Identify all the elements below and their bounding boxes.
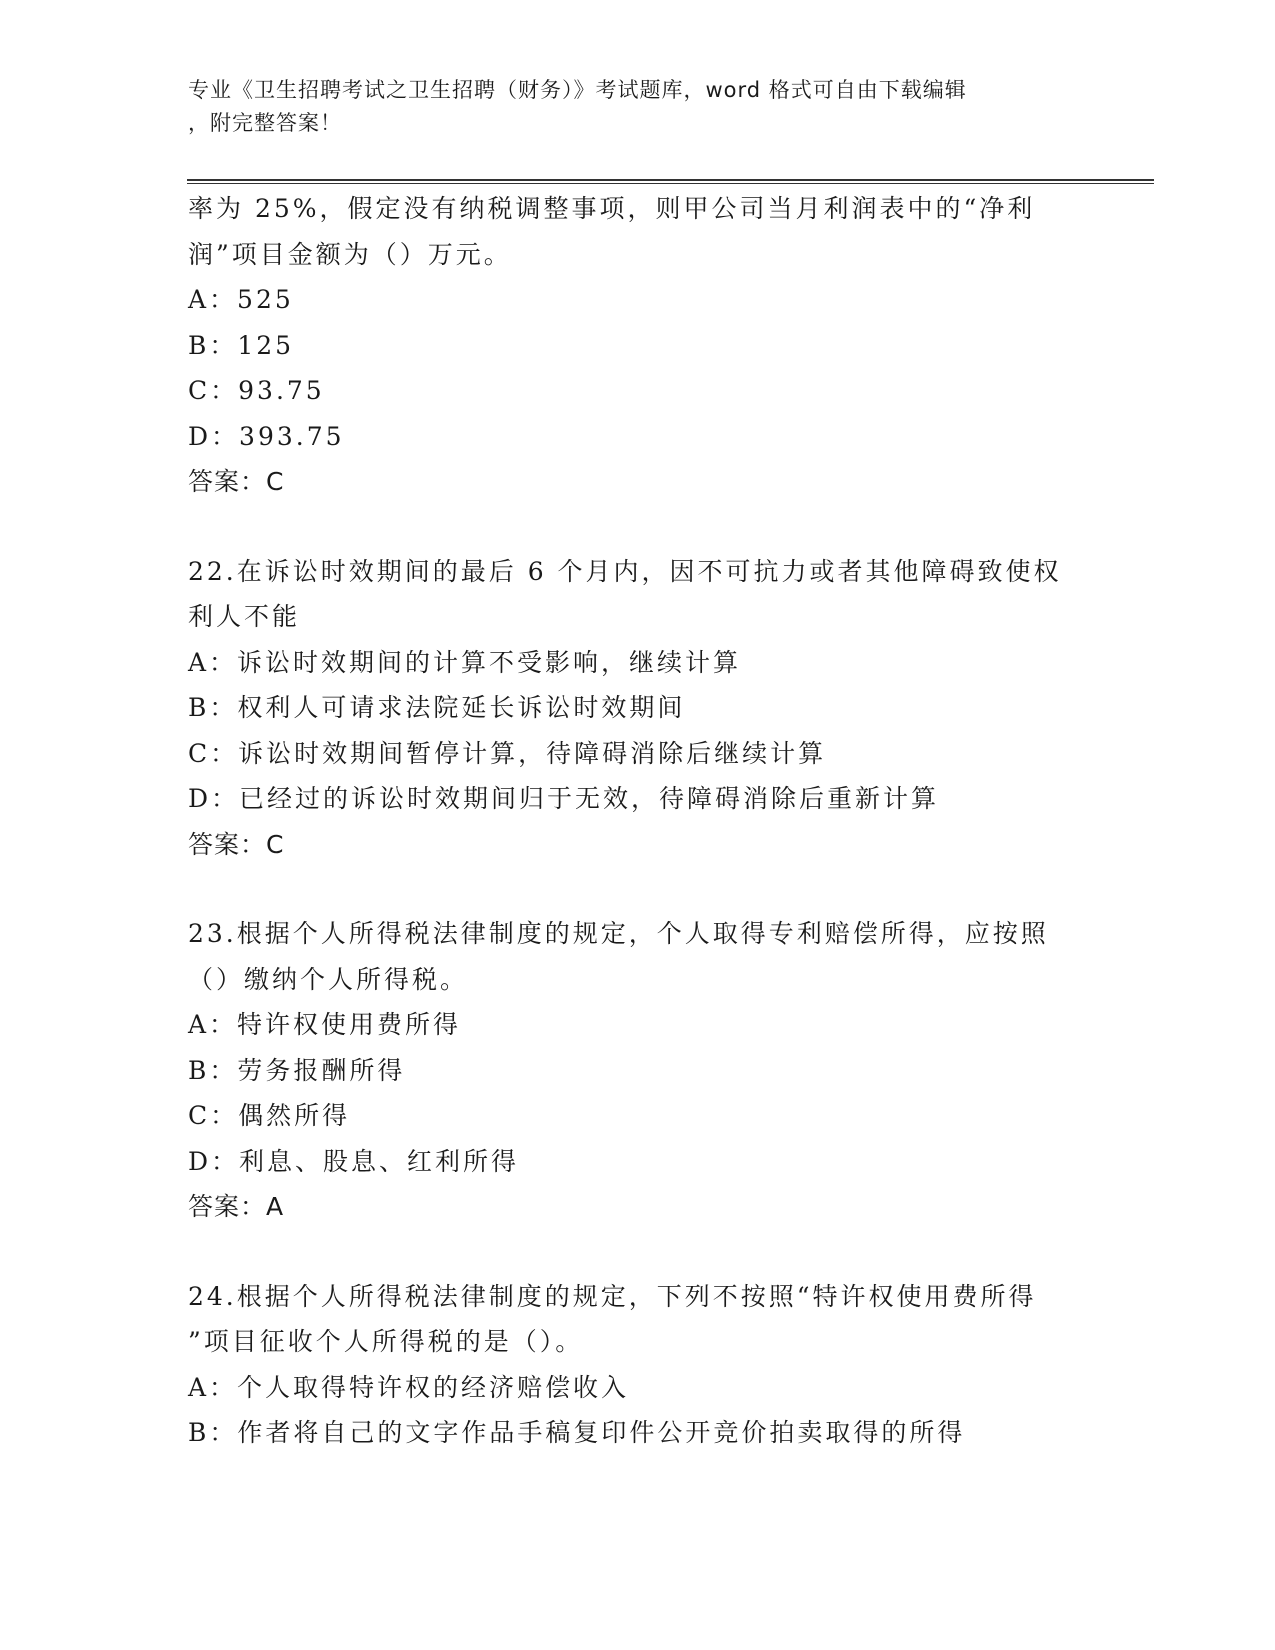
question-24-option-a: A：个人取得特许权的经济赔偿收入 — [188, 1372, 630, 1402]
question-22-stem-line-1: 22.在诉讼时效期间的最后 6 个月内，因不可抗力或者其他障碍致使权 — [188, 556, 1062, 586]
question-24-stem-line-2: ”项目征收个人所得税的是（）。 — [188, 1327, 584, 1356]
question-21-option-a: A：525 — [188, 285, 294, 314]
question-21-stem-line-2: 润”项目金额为（）万元。 — [188, 239, 512, 269]
header-title-line-1: 专业《卫生招聘考试之卫生招聘（财务）》考试题库，word 格式可自由下载编辑 — [188, 78, 967, 102]
header-title-line-2: ，附完整答案！ — [188, 111, 342, 135]
question-23 — [188, 911, 1088, 1230]
question-list — [188, 186, 1088, 1456]
question-22-option-c: C：诉讼时效期间暂停计算，待障碍消除后继续计算 — [188, 738, 827, 768]
question-23-option-c: C：偶然所得 — [188, 1101, 351, 1130]
question-23-option-a: A：特许权使用费所得 — [188, 1010, 462, 1039]
question-22-option-a: A：诉讼时效期间的计算不受影响，继续计算 — [188, 647, 742, 677]
question-24-option-b: B：作者将自己的文字作品手稿复印件公开竞价拍卖取得的所得 — [188, 1418, 966, 1447]
question-21-option-b: B：125 — [188, 330, 295, 360]
question-23-stem-line-2: （）缴纳个人所得税。 — [188, 964, 469, 994]
question-21-stem-line-1: 率为 25%，假定没有纳税调整事项，则甲公司当月利润表中的“净利 — [188, 194, 1036, 223]
question-spacer — [188, 1230, 1088, 1274]
question-22-option-b: B：权利人可请求法院延长诉讼时效期间 — [188, 693, 686, 722]
question-23-option-d: D：利息、股息、红利所得 — [188, 1146, 520, 1176]
question-22-option-d: D：已经过的诉讼时效期间归于无效，待障碍消除后重新计算 — [188, 784, 940, 813]
question-23-stem-line-1: 23.根据个人所得税法律制度的规定，个人取得专利赔偿所得，应按照 — [188, 919, 1049, 948]
question-24 — [188, 1274, 1088, 1456]
question-22-answer: 答案：C — [188, 829, 285, 859]
question-21-option-d: D：393.75 — [188, 421, 345, 451]
question-22-stem-line-2: 利人不能 — [188, 602, 301, 631]
question-spacer — [188, 867, 1088, 911]
question-22 — [188, 549, 1088, 868]
question-24-stem-line-1: 24.根据个人所得税法律制度的规定，下列不按照“特许权使用费所得 — [188, 1281, 1037, 1311]
question-21-option-c: C：93.75 — [188, 376, 325, 405]
question-21 — [188, 186, 1088, 505]
question-spacer — [188, 505, 1088, 549]
header-divider-thin — [187, 183, 1154, 184]
document-header — [188, 74, 1088, 140]
question-23-answer: 答案：A — [188, 1192, 285, 1221]
question-21-answer: 答案：C — [188, 467, 285, 496]
question-23-option-b: B：劳务报酬所得 — [188, 1055, 406, 1085]
header-divider-thick — [187, 179, 1154, 181]
